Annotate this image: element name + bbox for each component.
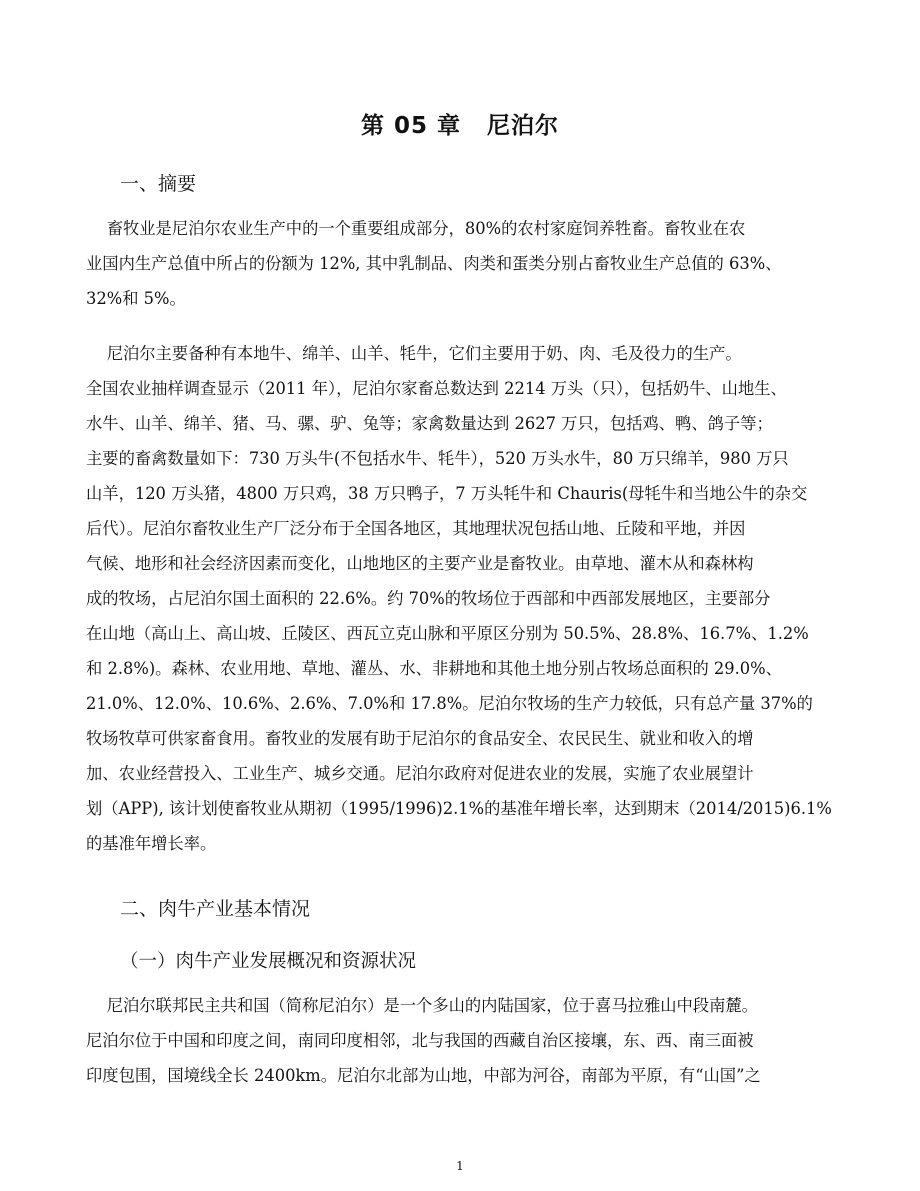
paragraph-line: 尼泊尔联邦民主共和国（简称尼泊尔）是一个多山的内陆国家，位于喜马拉雅山中段南麓。	[86, 996, 758, 1015]
summary-paragraph-2	[86, 336, 848, 861]
paragraph-line: 和 2.8%)。森林、农业用地、草地、灌丛、水、非耕地和其他土地分别占牧场总面积的 29.0%、	[86, 659, 782, 678]
chapter-name: 尼泊尔	[487, 113, 560, 139]
summary-paragraph-1	[86, 211, 848, 316]
paragraph-line: 牧场牧草可供家畜食用。畜牧业的发展有助于尼泊尔的食品安全、农民民生、就业和收入的增	[86, 729, 754, 748]
overview-paragraph-1	[86, 988, 848, 1093]
section-heading-beef-industry: 二、肉牛产业基本情况	[120, 898, 311, 920]
paragraph-line: 尼泊尔位于中国和印度之间，南同印度相邻，北与我国的西藏自治区接壤，东、西、南三面被	[86, 1031, 754, 1050]
paragraph-line: 主要的畜禽数量如下：730 万头牛(不包括水牛、牦牛），520 万头水牛，80 万只绵羊，980 万只	[86, 449, 789, 468]
paragraph-line: 的基准年增长率。	[86, 834, 217, 853]
paragraph-line: 成的牧场，占尼泊尔国土面积的 22.6%。约 70%的牧场位于西部和中西部发展地区，主要部分	[86, 589, 771, 608]
paragraph-line: 划（APP), 该计划使畜牧业从期初（1995/1996)2.1%的基准年增长率，达到期末（2014/2015)6.1%	[86, 799, 832, 818]
chapter-title	[0, 108, 920, 144]
paragraph-line: 气候、地形和社会经济因素而变化，山地地区的主要产业是畜牧业。由草地、灌木从和森林构	[86, 554, 754, 573]
paragraph-line: 在山地（高山上、高山坡、丘陵区、西瓦立克山脉和平原区分别为 50.5%、28.8%、16.7%、1.2%	[86, 624, 809, 643]
paragraph-line: 后代）。尼泊尔畜牧业生产厂泛分布于全国各地区，其地理状况包括山地、丘陵和平地，并因	[86, 519, 746, 538]
paragraph-line: 山羊，120 万头猪，4800 万只鸡，38 万只鸭子，7 万头牦牛和 Chauris(母牦牛和当地公牛的杂交	[86, 484, 808, 503]
section-heading-summary: 一、摘要	[120, 173, 197, 195]
chapter-number: 第 05 章	[360, 113, 462, 139]
paragraph-line: 加、农业经营投入、工业生产、城乡交通。尼泊尔政府对促进农业的发展，实施了农业展望计	[86, 764, 754, 783]
paragraph-line: 21.0%、12.0%、10.6%、2.6%、7.0%和 17.8%。尼泊尔牧场的生产力较低，只有总产量 37%的	[86, 694, 813, 713]
paragraph-line: 水牛、山羊、绵羊、猪、马、骡、驴、兔等；家禽数量达到 2627 万只，包括鸡、鸭、鸽子等；	[86, 414, 773, 433]
paragraph-line: 印度包围，国境线全长 2400km。尼泊尔北部为山地，中部为河谷，南部为平原，有“山国”之	[86, 1066, 761, 1085]
paragraph-line: 业国内生产总值中所占的份额为 12%, 其中乳制品、肉类和蛋类分别占畜牧业生产总值的 63%、	[86, 254, 782, 273]
paragraph-line: 尼泊尔主要备种有本地牛、绵羊、山羊、牦牛，它们主要用于奶、肉、毛及役力的生产。	[86, 344, 742, 363]
paragraph-line: 32%和 5%。	[86, 289, 186, 308]
page-number: 1	[456, 1159, 464, 1173]
paragraph-line: 全国农业抽样调查显示（2011 年），尼泊尔家畜总数达到 2214 万头（只），包括奶牛、山地生、	[86, 379, 787, 398]
paragraph-line: 畜牧业是尼泊尔农业生产中的一个重要组成部分，80%的农村家庭饲养牲畜。畜牧业在农	[86, 219, 746, 238]
subsection-heading-overview: （一）肉牛产业发展概况和资源状况	[120, 951, 417, 972]
